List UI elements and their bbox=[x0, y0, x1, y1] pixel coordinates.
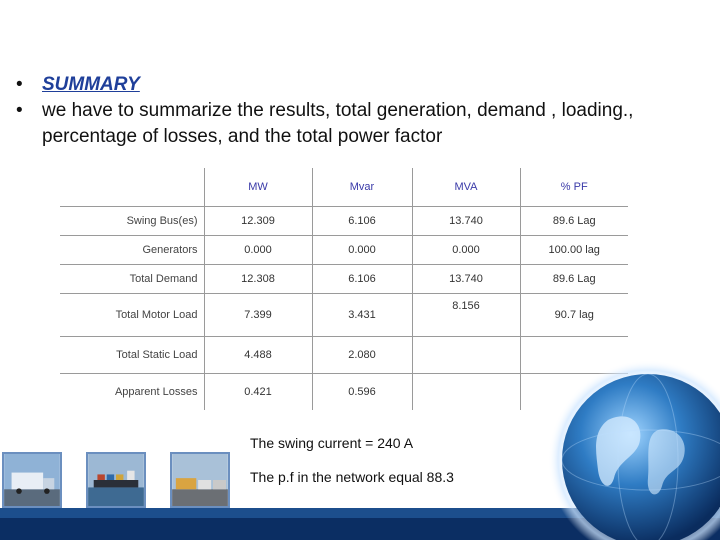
row-label: Total Motor Load bbox=[60, 294, 204, 337]
truck-photo bbox=[2, 452, 62, 508]
cell-mw: 0.000 bbox=[204, 236, 312, 265]
table-row bbox=[60, 207, 628, 236]
bullet-dot-icon: • bbox=[16, 100, 23, 121]
cell-mw: 0.421 bbox=[204, 374, 312, 411]
header-mw: MW bbox=[204, 168, 312, 207]
row-label: Swing Bus(es) bbox=[60, 207, 204, 236]
cargo-ship-photo bbox=[86, 452, 146, 508]
cell-pf: 89.6 Lag bbox=[520, 207, 628, 236]
cell-mvar: 2.080 bbox=[312, 337, 412, 374]
header-pf: % PF bbox=[520, 168, 628, 207]
table-row bbox=[60, 374, 628, 411]
cell-mvar: 6.106 bbox=[312, 207, 412, 236]
bullet-dot-icon: • bbox=[16, 74, 23, 95]
transport-photo-strip bbox=[0, 452, 260, 508]
summary-heading: SUMMARY bbox=[42, 74, 140, 95]
cell-mw: 4.488 bbox=[204, 337, 312, 374]
freight-train-photo bbox=[170, 452, 230, 508]
cell-mvar: 3.431 bbox=[312, 294, 412, 337]
header-mvar: Mvar bbox=[312, 168, 412, 207]
cell-pf: 100.00 lag bbox=[520, 236, 628, 265]
description-text: we have to summarize the results, total generation, demand , loading., percentage of losses, and the total power factor bbox=[42, 100, 634, 147]
row-label: Total Static Load bbox=[60, 337, 204, 374]
cell-mva: 0.000 bbox=[412, 236, 520, 265]
bullet-description bbox=[16, 98, 706, 150]
swing-current-note: The swing current = 240 A bbox=[250, 435, 414, 451]
header-blank bbox=[60, 168, 204, 207]
bullet-list bbox=[16, 72, 706, 150]
row-label: Generators bbox=[60, 236, 204, 265]
cell-mva bbox=[412, 337, 520, 374]
cell-pf: 90.7 lag bbox=[520, 294, 628, 337]
row-label: Apparent Losses bbox=[60, 374, 204, 411]
power-factor-note: The p.f in the network equal 88.3 bbox=[250, 469, 454, 485]
cell-mw: 12.308 bbox=[204, 265, 312, 294]
globe-icon bbox=[548, 360, 720, 540]
table-row bbox=[60, 265, 628, 294]
row-label: Total Demand bbox=[60, 265, 204, 294]
cell-mva: 13.740 bbox=[412, 207, 520, 236]
cell-mvar: 0.596 bbox=[312, 374, 412, 411]
header-mva: MVA bbox=[412, 168, 520, 207]
cell-mva bbox=[412, 374, 520, 411]
results-table-image bbox=[60, 168, 628, 410]
table-header-row bbox=[60, 168, 628, 207]
table-row bbox=[60, 236, 628, 265]
table-row bbox=[60, 294, 628, 337]
table-row bbox=[60, 337, 628, 374]
cell-mw: 7.399 bbox=[204, 294, 312, 337]
cell-mw: 12.309 bbox=[204, 207, 312, 236]
cell-mvar: 0.000 bbox=[312, 236, 412, 265]
bullet-summary bbox=[16, 72, 706, 98]
cell-mvar: 6.106 bbox=[312, 265, 412, 294]
cell-pf: 89.6 Lag bbox=[520, 265, 628, 294]
results-table bbox=[60, 168, 628, 410]
notes bbox=[250, 426, 454, 494]
cell-mva: 8.156 bbox=[412, 294, 520, 337]
cell-mva: 13.740 bbox=[412, 265, 520, 294]
